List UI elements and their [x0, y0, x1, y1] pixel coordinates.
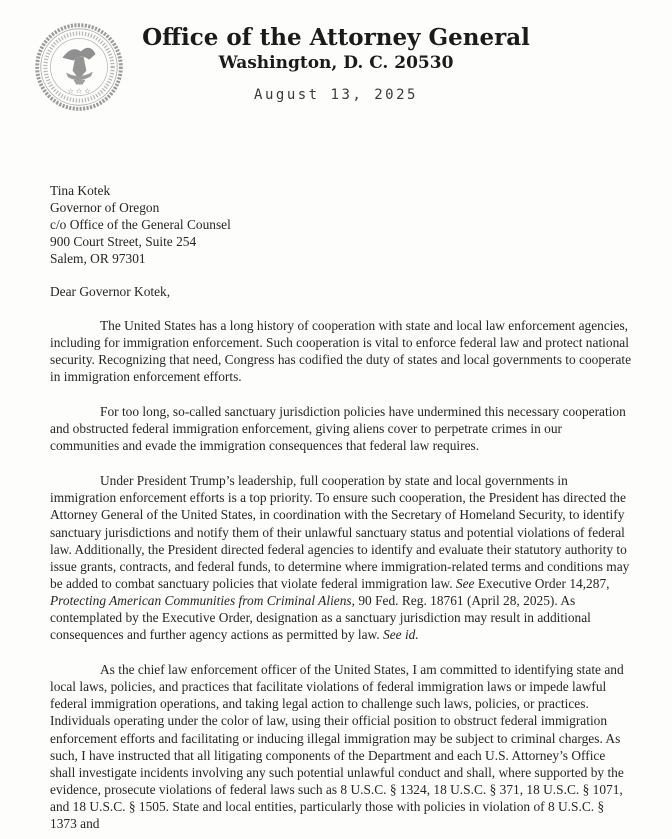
recipient-line: Governor of Oregon — [50, 200, 160, 216]
seal-stars: ☆ ☆ ☆ — [67, 86, 91, 96]
italic-text: Protecting American Communities from Criminal Aliens — [50, 592, 352, 608]
doj-seal — [33, 18, 125, 116]
letterhead — [0, 0, 672, 140]
paragraph — [50, 472, 632, 643]
salutation: Dear Governor Kotek, — [50, 284, 171, 300]
letter-body — [50, 317, 632, 833]
paragraph — [50, 403, 632, 454]
letterhead-city: Washington, D. C. 20530 — [218, 53, 454, 73]
recipient-line: Salem, OR 97301 — [50, 251, 146, 267]
letterhead-office: Office of the Attorney General — [142, 24, 530, 51]
body-text: The United States has a long history of cooperation with state and local law enforcement agencies, including for immigration enforcement. Such cooperation is vital to enforce federal law and protect national security. Recognizing that need, Congress has codified the duty of states and local governments to cooperate in immigration enforcement efforts. — [50, 317, 632, 384]
letter-date: August 13, 2025 — [254, 87, 418, 103]
letter-content — [50, 182, 632, 832]
body-text: Under President Trump’s leadership, full cooperation by state and local governments in immigration enforcement efforts is a top priority. To ensure such cooperation, the President has directed the Attorney General of the United States, in coordination with the Secretary of Homeland Security, to identify sanctuary jurisdictions and notify them of their unlawful sanctuary status and potential violations of federal law. Additionally, the President directed federal agencies to identify and evaluate their statutory authority to issue grants, contracts, and federal funds, to determine where immigration-related terms and conditions may be added to combat sanctuary policies that violate federal immigration law. — [50, 473, 630, 591]
recipient-address — [50, 182, 632, 267]
body-text: As the chief law enforcement officer of the United States, I am committed to identifying state and local laws, policies, and practices that facilitate violations of federal immigration laws or impede lawful federal immigration operations, and taking legal action to challenge such laws, policies, or practices. Individuals operating under the color of law, using their official position to obstruct federal immigration enforcement efforts and facilitating or inducing illegal immigration may be subject to criminal charges. As such, I have instructed that all litigating components of the Department and each U.S. Attorney’s Office shall investigate incidents involving any such potential unlawful conduct and shall, where supported by the evidence, prosecute violations of federal laws such as 8 U.S.C. § 1324, 18 U.S.C. § 371, 18 U.S.C. § 1071, and 18 U.S.C. § 1505. State and local entities, particularly those with policies in violation of 8 U.S.C. § 1373 and — [50, 662, 624, 831]
paragraph — [50, 661, 632, 832]
recipient-line: Tina Kotek — [50, 183, 111, 198]
body-text: , 90 Fed. Reg. 18761 (April 28, 2025). As contemplated by the Executive Order, designation as a sanctuary jurisdiction may result in additional consequences and further agency actions as permitted by law. — [50, 592, 591, 643]
italic-text: See — [455, 575, 475, 591]
recipient-line: c/o Office of the General Counsel — [50, 217, 231, 233]
doj-seal-graphic — [33, 18, 125, 116]
body-text: For too long, so-called sanctuary jurisdiction policies have undermined this necessary cooperation and obstructed federal immigration enforcement, giving aliens cover to perpetrate crimes in our communities and evade the immigration consequences that federal law requires. — [50, 403, 626, 454]
italic-text: See id. — [383, 627, 419, 643]
recipient-line: 900 Court Street, Suite 254 — [50, 234, 197, 250]
paragraph — [50, 317, 632, 385]
body-text: Executive Order 14,287, — [474, 575, 610, 591]
